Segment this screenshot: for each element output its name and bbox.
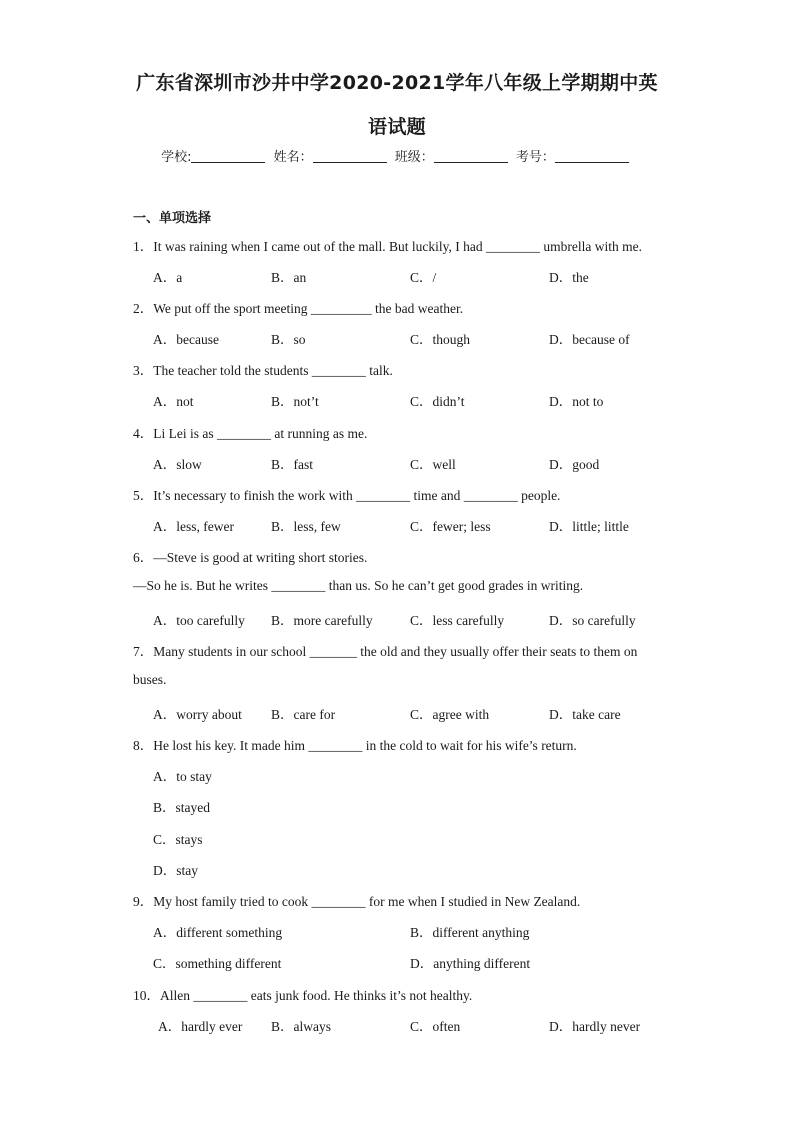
question-6-line-2: —So he is. But he writes ________ than us. So he can’t get good grades in writing. bbox=[133, 578, 584, 593]
option-10c[interactable]: C．often bbox=[410, 1019, 461, 1034]
exam-number-blank[interactable] bbox=[555, 148, 629, 163]
school-label: 学校: bbox=[161, 150, 192, 165]
option-2a[interactable]: A．because bbox=[153, 332, 219, 347]
options-10 bbox=[153, 1015, 673, 1033]
option-6a[interactable]: A．too carefully bbox=[153, 613, 245, 628]
exam-number-label: 考号： bbox=[515, 150, 555, 165]
option-1b[interactable]: B．an bbox=[271, 270, 307, 285]
option-3b[interactable]: B．not’t bbox=[271, 394, 319, 409]
question-2: 2．We put off the sport meeting _________ the bad weather. bbox=[133, 301, 464, 316]
options-6 bbox=[153, 609, 673, 627]
option-4d[interactable]: D．good bbox=[549, 457, 600, 472]
page-title-line-1: 广东省深圳市沙井中学2020-2021学年八年级上学期期中英 bbox=[136, 72, 658, 94]
name-blank[interactable] bbox=[313, 148, 387, 163]
class-blank[interactable] bbox=[434, 148, 508, 163]
option-7a[interactable]: A．worry about bbox=[153, 707, 242, 722]
option-1a[interactable]: A．a bbox=[153, 270, 183, 285]
question-1: 1．It was raining when I came out of the mall. But luckily, I had ________ umbrella with me. bbox=[133, 239, 643, 254]
section-title: 一、单项选择 bbox=[133, 211, 212, 226]
student-info-row bbox=[0, 146, 794, 165]
options-3 bbox=[153, 390, 673, 408]
option-3d[interactable]: D．not to bbox=[549, 394, 604, 409]
option-9c[interactable]: C．something different bbox=[153, 956, 282, 971]
option-8a[interactable]: A．to stay bbox=[153, 769, 212, 784]
question-8: 8．He lost his key. It made him ________ in the cold to wait for his wife’s return. bbox=[133, 738, 577, 753]
option-10b[interactable]: B．always bbox=[271, 1019, 331, 1034]
option-8c[interactable]: C．stays bbox=[153, 832, 203, 847]
options-9-row-1 bbox=[153, 921, 673, 939]
option-3a[interactable]: A．not bbox=[153, 394, 194, 409]
option-2b[interactable]: B．so bbox=[271, 332, 306, 347]
options-9-row-2 bbox=[153, 952, 673, 970]
option-5c[interactable]: C．fewer; less bbox=[410, 519, 491, 534]
options-7 bbox=[153, 703, 673, 721]
option-5b[interactable]: B．less, few bbox=[271, 519, 341, 534]
option-7c[interactable]: C．agree with bbox=[410, 707, 490, 722]
option-10a[interactable]: A．hardly ever bbox=[158, 1019, 243, 1034]
name-label: 姓名： bbox=[273, 150, 313, 165]
question-3: 3．The teacher told the students ________ talk. bbox=[133, 363, 393, 378]
option-9b[interactable]: B．different anything bbox=[410, 925, 530, 940]
options-5 bbox=[153, 515, 673, 533]
option-8b[interactable]: B．stayed bbox=[153, 800, 210, 815]
question-10: 10．Allen ________ eats junk food. He thinks it’s not healthy. bbox=[133, 988, 473, 1003]
option-3c[interactable]: C．didn’t bbox=[410, 394, 465, 409]
question-6: 6．—Steve is good at writing short stories. bbox=[133, 550, 368, 565]
question-9: 9．My host family tried to cook ________ for me when I studied in New Zealand. bbox=[133, 894, 581, 909]
question-4: 4．Li Lei is as ________ at running as me. bbox=[133, 426, 368, 441]
option-6c[interactable]: C．less carefully bbox=[410, 613, 505, 628]
option-9a[interactable]: A．different something bbox=[153, 925, 283, 940]
school-blank[interactable] bbox=[191, 148, 265, 163]
options-1 bbox=[153, 266, 673, 284]
options-2 bbox=[153, 328, 673, 346]
option-1c[interactable]: C．/ bbox=[410, 270, 437, 285]
question-7: 7．Many students in our school _______ the old and they usually offer their seats to them on bbox=[133, 644, 638, 659]
option-4b[interactable]: B．fast bbox=[271, 457, 313, 472]
option-9d[interactable]: D．anything different bbox=[410, 956, 531, 971]
option-8d[interactable]: D．stay bbox=[153, 863, 198, 878]
option-2c[interactable]: C．though bbox=[410, 332, 471, 347]
option-7b[interactable]: B．care for bbox=[271, 707, 336, 722]
option-6b[interactable]: B．more carefully bbox=[271, 613, 373, 628]
option-10d[interactable]: D．hardly never bbox=[549, 1019, 641, 1034]
option-4a[interactable]: A．slow bbox=[153, 457, 202, 472]
option-5d[interactable]: D．little; little bbox=[549, 519, 629, 534]
options-4 bbox=[153, 453, 673, 471]
option-1d[interactable]: D．the bbox=[549, 270, 589, 285]
class-label: 班级： bbox=[394, 150, 434, 165]
page-title-line-2: 语试题 bbox=[368, 116, 426, 138]
question-5: 5．It’s necessary to finish the work with ________ time and ________ people. bbox=[133, 488, 561, 503]
option-7d[interactable]: D．take care bbox=[549, 707, 621, 722]
option-4c[interactable]: C．well bbox=[410, 457, 456, 472]
option-6d[interactable]: D．so carefully bbox=[549, 613, 636, 628]
question-7-line-2: buses. bbox=[133, 672, 167, 687]
option-2d[interactable]: D．because of bbox=[549, 332, 630, 347]
option-5a[interactable]: A．less, fewer bbox=[153, 519, 234, 534]
